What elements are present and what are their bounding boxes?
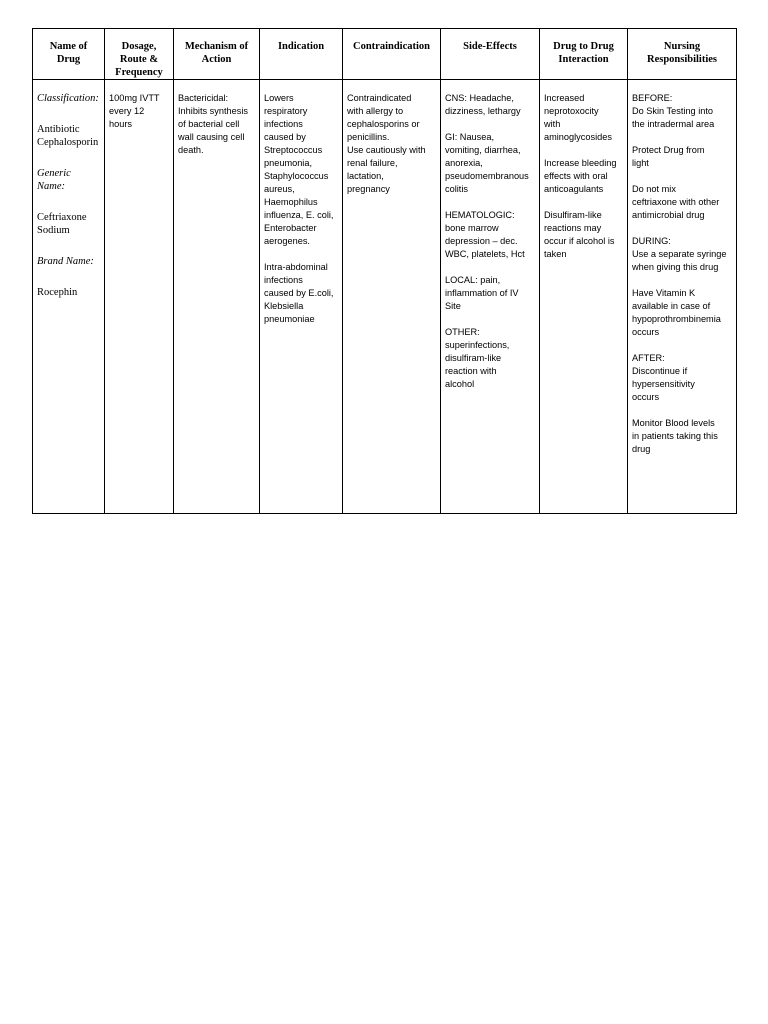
nursing-line: drug: [632, 444, 651, 454]
interaction-line: reactions may: [544, 223, 602, 233]
cell-drug-interaction: [540, 80, 628, 514]
nursing-line: hypersensitivity: [632, 379, 695, 389]
nursing-line: Use a separate syringe: [632, 249, 727, 259]
side-effects-line: HEMATOLOGIC:: [445, 210, 515, 220]
interaction-line: Increased: [544, 93, 585, 103]
indication-line: pneumoniae: [264, 314, 315, 324]
header-dosage: [105, 29, 174, 80]
nursing-line: occurs: [632, 327, 660, 337]
indication-line: respiratory: [264, 106, 308, 116]
header-nursing: [628, 29, 737, 80]
generic-value-1: Ceftriaxone: [37, 212, 87, 223]
indication-line: infections: [264, 275, 303, 285]
nursing-line: in patients taking this: [632, 431, 718, 441]
mechanism-line: Inhibits synthesis: [178, 106, 248, 116]
header-side-effects: [441, 29, 540, 80]
nursing-line: Have Vitamin K: [632, 288, 696, 298]
indication-line: aerogenes.: [264, 236, 310, 246]
side-effects-line: bone marrow: [445, 223, 499, 233]
header-text-line: Dosage,: [121, 41, 157, 52]
indication-line: Enterobacter: [264, 223, 317, 233]
contraindication-line: pregnancy: [347, 184, 390, 194]
side-effects-line: superinfections,: [445, 340, 510, 350]
generic-label-2: Name:: [37, 181, 65, 192]
header-text-line: Name of: [49, 41, 88, 52]
generic-label-1: Generic: [37, 168, 71, 179]
dosage-line: hours: [109, 119, 132, 129]
header-text-line: Side-Effects: [463, 41, 517, 52]
side-effects-line: inflammation of IV: [445, 288, 519, 298]
side-effects-line: CNS: Headache,: [445, 93, 514, 103]
header-text-line: Interaction: [558, 54, 609, 65]
mechanism-line: wall causing cell: [178, 132, 245, 142]
mechanism-line: of bacterial cell: [178, 119, 240, 129]
interaction-line: occur if alcohol is: [544, 236, 615, 246]
header-indication: [260, 29, 343, 80]
cell-mechanism: [174, 80, 260, 514]
nursing-line: hypoprothrombinemia: [632, 314, 721, 324]
side-effects-line: pseudomembranous: [445, 171, 529, 181]
side-effects-line: anorexia,: [445, 158, 483, 168]
contraindication-line: cephalosporins or: [347, 119, 420, 129]
header-text-line: Drug: [56, 54, 81, 65]
indication-line: Staphylococcus: [264, 171, 329, 181]
cell-nursing: [628, 80, 737, 514]
mechanism-line: Bactericidal:: [178, 93, 229, 103]
indication-line: infections: [264, 119, 303, 129]
header-text-line: Responsibilities: [646, 54, 717, 65]
side-effects-line: vomiting, diarrhea,: [445, 145, 521, 155]
contraindication-line: penicillins.: [347, 132, 390, 142]
nursing-line: Monitor Blood levels: [632, 418, 715, 428]
contraindication-line: renal failure,: [347, 158, 398, 168]
interaction-line: Disulfiram-like: [544, 210, 602, 220]
header-text-line: Route &: [119, 54, 159, 65]
nursing-line: when giving this drug: [632, 262, 719, 272]
drug-row: [33, 80, 737, 514]
contraindication-line: Contraindicated: [347, 93, 412, 103]
side-effects-line: Site: [445, 301, 461, 311]
indication-line: pneumonia,: [264, 158, 313, 168]
nursing-line: antimicrobial drug: [632, 210, 705, 220]
indication-line: Streptococcus: [264, 145, 323, 155]
side-effects-line: depression – dec.: [445, 236, 518, 246]
header-text-line: Drug to Drug: [553, 41, 614, 52]
interaction-line: taken: [544, 249, 567, 259]
nursing-line: Do Skin Testing into: [632, 106, 714, 116]
side-effects-line: OTHER:: [445, 327, 480, 337]
indication-line: influenza, E. coli,: [264, 210, 334, 220]
brand-value: Rocephin: [37, 287, 78, 298]
cell-side-effects: [441, 80, 540, 514]
side-effects-line: LOCAL: pain,: [445, 275, 501, 285]
header-drug-interaction: [540, 29, 628, 80]
nursing-line: Do not mix: [632, 184, 676, 194]
header-text-line: Mechanism of: [184, 41, 249, 52]
nursing-line: AFTER:: [632, 353, 665, 363]
interaction-line: neprotoxocity: [544, 106, 599, 116]
classification-label: Classification:: [37, 93, 99, 104]
side-effects-line: disulfiram-like: [445, 353, 502, 363]
header-contraindication: [343, 29, 441, 80]
cell-contraindication: [343, 80, 441, 514]
header-text-line: Action: [201, 54, 232, 65]
header-mechanism: [174, 29, 260, 80]
header-text-line: Frequency: [115, 67, 163, 78]
nursing-line: BEFORE:: [632, 93, 673, 103]
side-effects-line: reaction with: [445, 366, 497, 376]
header-name-of-drug: [33, 29, 105, 80]
contraindication-line: Use cautiously with: [347, 145, 426, 155]
nursing-line: available in case of: [632, 301, 711, 311]
indication-line: Klebsiella: [264, 301, 304, 311]
header-text-line: Nursing: [663, 41, 701, 52]
side-effects-line: WBC, platelets, Hct: [445, 249, 525, 259]
interaction-line: aminoglycosides: [544, 132, 612, 142]
interaction-line: Increase bleeding: [544, 158, 617, 168]
side-effects-line: GI: Nausea,: [445, 132, 495, 142]
side-effects-line: colitis: [445, 184, 468, 194]
mechanism-line: death.: [178, 145, 204, 155]
dosage-line: every 12: [109, 106, 145, 116]
indication-line: Haemophilus: [264, 197, 318, 207]
generic-value-2: Sodium: [37, 225, 70, 236]
cell-dosage: [105, 80, 174, 514]
dosage-line: 100mg IVTT: [109, 93, 160, 103]
drug-study-table: [32, 28, 737, 514]
nursing-line: occurs: [632, 392, 660, 402]
classification-value-2: Cephalosporin: [37, 137, 99, 148]
nursing-line: the intradermal area: [632, 119, 715, 129]
indication-line: caused by E.coli,: [264, 288, 334, 298]
indication-line: Lowers: [264, 93, 294, 103]
header-text-line: Contraindication: [352, 41, 430, 52]
brand-label: Brand Name:: [37, 256, 94, 267]
side-effects-line: alcohol: [445, 379, 475, 389]
classification-value-1: Antibiotic: [37, 124, 80, 135]
nursing-line: ceftriaxone with other: [632, 197, 720, 207]
nursing-line: Discontinue if: [632, 366, 688, 376]
indication-line: aureus,: [264, 184, 295, 194]
nursing-line: Protect Drug from: [632, 145, 705, 155]
nursing-line: light: [632, 158, 649, 168]
indication-line: caused by: [264, 132, 306, 142]
interaction-line: with: [544, 119, 561, 129]
cell-indication: [260, 80, 343, 514]
contraindication-line: with allergy to: [347, 106, 404, 116]
indication-line: Intra-abdominal: [264, 262, 328, 272]
header-text-line: Indication: [277, 41, 325, 52]
interaction-line: effects with oral: [544, 171, 608, 181]
nursing-line: DURING:: [632, 236, 671, 246]
contraindication-line: lactation,: [347, 171, 384, 181]
header-row: [33, 29, 737, 80]
cell-name-of-drug: [33, 80, 105, 514]
side-effects-line: dizziness, lethargy: [445, 106, 521, 116]
interaction-line: anticoagulants: [544, 184, 604, 194]
